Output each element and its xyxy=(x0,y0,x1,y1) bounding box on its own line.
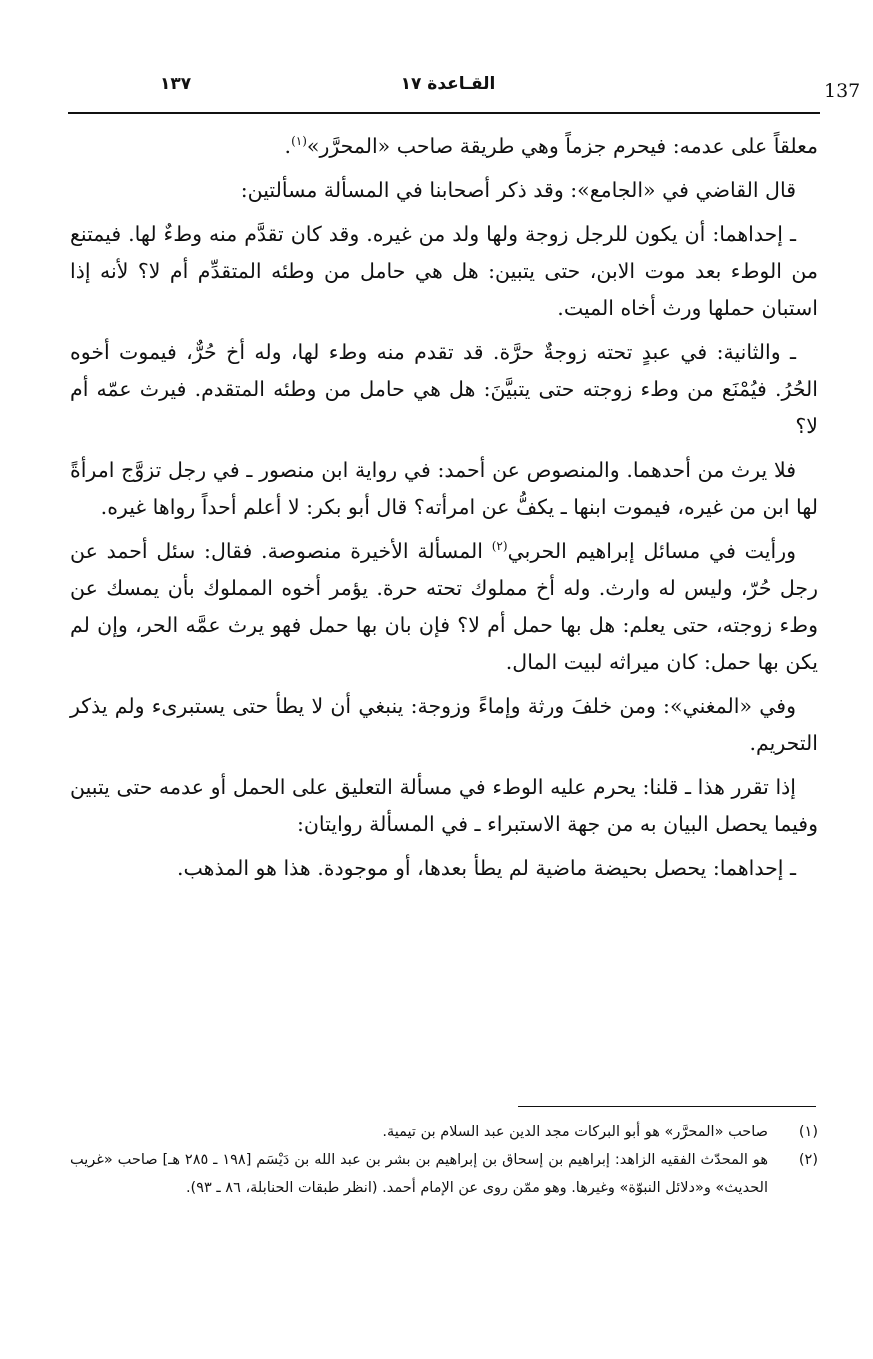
footnote-number: (٢) xyxy=(798,1152,818,1168)
paragraph: قال القاضي في «الجامع»: وقد ذكر أصحابنا في المسألة مسألتين: xyxy=(240,178,796,202)
running-header xyxy=(68,68,861,108)
chapter-title: القـاعدة ١٧ xyxy=(400,74,496,94)
footnote-text: صاحب «المحرَّر» هو أبو البركات مجد الدين عبد السلام بن تيمية. xyxy=(382,1124,768,1140)
paragraph-text: المسألة الأخيرة منصوصة. فقال: سئل أحمد عن رجل حُرّ، وليس له وارث. وله أخ مملوك تحته حرة. يؤمر أخوه المملوك بأن يمسك عن وطء زوجته، حتى يعلم: هل بها حمل أم لا؟ فإن بان بها حمل فهو يرث عمَّه الحر، وإن لم يكن بها حمل: كان ميراثه لبيت المال. xyxy=(70,539,818,674)
page-number-latin: 137 xyxy=(824,80,861,102)
paragraph: ـ إحداهما: يحصل بحيضة ماضية لم يطأ بعدها، أو موجودة. هذا هو المذهب. xyxy=(177,856,796,880)
paragraph: معلقاً على عدمه: فيحرم جزماً وهي طريقة صاحب «المحرَّر»$^{(١)}$. xyxy=(284,134,818,158)
footnote-divider xyxy=(518,1106,816,1107)
paragraph-text: ورأيت في مسائل إبراهيم الحربي xyxy=(507,539,796,563)
footnote-marker: (٢) xyxy=(491,539,508,554)
footnote xyxy=(70,1118,818,1146)
footnote xyxy=(70,1146,818,1202)
footnote-number: (١) xyxy=(798,1124,818,1140)
main-text xyxy=(70,128,818,894)
paragraph-text: معلقاً على عدمه: فيحرم جزماً وهي طريقة صاحب «المحرَّر» xyxy=(306,134,818,158)
footnotes xyxy=(70,1118,818,1202)
paragraph: فلا يرث من أحدهما. والمنصوص عن أحمد: في رواية ابن منصور ـ في رجل تزوَّج امرأةً لها ابن من غيره، فيموت ابنها ـ يكفُّ عن امرأته؟ قال أبو بكر: لا أعلم أحداً رواها غيره. xyxy=(70,458,818,519)
footnote-text: هو المحدّث الفقيه الزاهد: إبراهيم بن إسحاق بن إبراهيم بن بشر بن عبد الله بن دَيْسَم [١٩٨ ـ ٢٨٥ هـ] صاحب «غريب الحديث» و«دلائل النبوّة» وغيرها. وهو ممّن روى عن الإمام أحمد. (انظر طبقات الحنابلة، ٨٦ ـ ٩٣). xyxy=(70,1152,768,1196)
paragraph: ـ إحداهما: أن يكون للرجل زوجة ولها ولد من غيره. وقد كان تقدَّم منه وطءٌ لها. فيمتنع من الوطء بعد موت الابن، حتى يتبين: هل هي حامل من وطئه المتقدِّم أم لا؟ لأنه إذا استبان حملها ورث أخاه الميت. xyxy=(70,222,818,320)
paragraph: إذا تقرر هذا ـ قلنا: يحرم عليه الوطء في مسألة التعليق على الحمل أو عدمه حتى يتبين وفيما يحصل البيان به من جهة الاستبراء ـ في المسألة روايتان: xyxy=(70,775,818,836)
paragraph: وفي «المغني»: ومن خلفَ ورثة وإماءً وزوجة: ينبغي أن لا يطأ حتى يستبرىء ولم يذكر التحريم. xyxy=(70,694,818,755)
paragraph xyxy=(70,533,818,681)
page-number-arabic: ١٣٧ xyxy=(160,74,192,94)
footnote-marker: (١) xyxy=(291,134,307,149)
header-divider xyxy=(68,112,820,114)
paragraph: ـ والثانية: في عبدٍ تحته زوجةٌ حرَّة. قد تقدم منه وطء لها، وله أخ حُرٌّ، فيموت أخوه الحُرُ. فيُمْنَع من وطء زوجته حتى يتبيَّنَ: هل هي حامل من وطئه المتقدم. فيرث عمّه أم لا؟ xyxy=(70,340,818,438)
